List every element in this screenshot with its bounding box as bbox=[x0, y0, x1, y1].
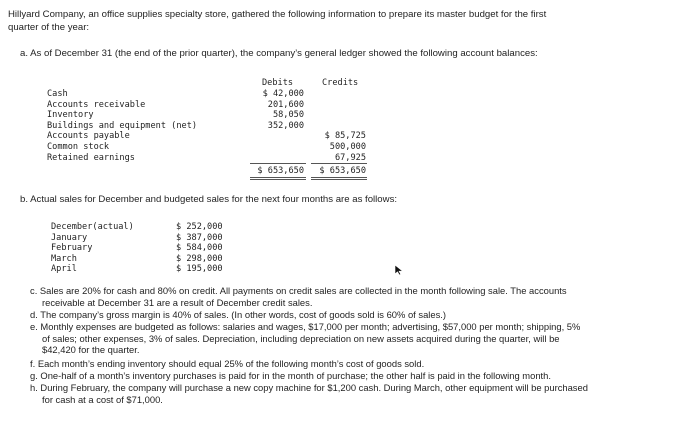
mouse-pointer-icon bbox=[394, 264, 404, 276]
ledger-header-debits: Debits bbox=[262, 78, 294, 88]
sales-amount: $ 387,000 bbox=[176, 232, 223, 243]
account-retained-earnings: Retained earnings bbox=[47, 152, 135, 163]
note-e-line-3: $42,420 for the quarter. bbox=[42, 344, 140, 355]
credits-double-rule-bottom bbox=[311, 179, 367, 180]
note-h-line-1: h. During February, the company will purchase a new copy machine for $1,200 cash. During March, other equipment will be purchased bbox=[30, 382, 588, 393]
total-debits: $ 653,650 bbox=[257, 166, 304, 176]
account-cash: Cash bbox=[47, 89, 68, 99]
ledger-header-credits: Credits bbox=[322, 78, 359, 88]
note-h-line-2: for cash at a cost of $71,000. bbox=[42, 393, 163, 405]
debits-rule bbox=[250, 163, 306, 164]
sales-amount: $ 195,000 bbox=[176, 264, 223, 275]
note-f-line-1: f. Each month’s ending inventory should equal 25% of the following month’s cost of goods sold. bbox=[30, 358, 425, 369]
account-accounts-receivable: Accounts receivable bbox=[47, 99, 146, 110]
note-d-line-1: d. The company’s gross margin is 40% of sales. (In other words, cost of goods sold is 60% of sales.) bbox=[30, 309, 446, 320]
note-c-line-1: c. Sales are 20% for cash and 80% on credit. All payments on credit sales are collected in the month following sale. The accounts bbox=[30, 285, 567, 296]
account-common-stock: Common stock bbox=[47, 142, 110, 152]
debit-buildings-equipment: 352,000 bbox=[267, 120, 304, 131]
debit-cash: $ 42,000 bbox=[262, 89, 304, 99]
note-c-line-2: receivable at December 31 are a result of December credit sales. bbox=[42, 296, 313, 308]
credit-accounts-payable: $ 85,725 bbox=[324, 131, 366, 142]
sales-month: February bbox=[51, 243, 93, 254]
account-inventory: Inventory bbox=[47, 110, 94, 121]
sales-month: April bbox=[51, 264, 77, 275]
credit-common-stock: 500,000 bbox=[329, 142, 366, 152]
credits-double-rule-top bbox=[311, 177, 367, 178]
debits-double-rule-bottom bbox=[250, 179, 306, 180]
note-g-line-1: g. One-half of a month’s inventory purchases is paid for in the month of purchase; the other half is paid in the following month. bbox=[30, 370, 551, 381]
debits-double-rule-top bbox=[250, 177, 306, 178]
part-b-heading: b. Actual sales for December and budgeted sales for the next four months are as follows: bbox=[20, 194, 398, 205]
part-a-heading: a. As of December 31 (the end of the prior quarter), the company’s general ledger showed the following account balances: bbox=[20, 48, 538, 59]
sales-month: March bbox=[51, 253, 77, 264]
sales-amount: $ 298,000 bbox=[176, 253, 223, 264]
sales-month: January bbox=[51, 232, 88, 243]
sales-month: December(actual) bbox=[51, 222, 134, 232]
note-e-line-2: of sales; other expenses, 3% of sales. Depreciation, including depreciation on new assets acquired during the quarter, will be bbox=[42, 332, 560, 344]
note-e-line-1: e. Monthly expenses are budgeted as follows: salaries and wages, $17,000 per month; advertising, $57,000 per month; shipping, 5% bbox=[30, 321, 581, 332]
total-credits: $ 653,650 bbox=[319, 166, 366, 176]
debit-accounts-receivable: 201,600 bbox=[267, 99, 304, 110]
credits-rule bbox=[311, 163, 367, 164]
sales-amount: $ 584,000 bbox=[176, 243, 223, 254]
credit-retained-earnings: 67,925 bbox=[334, 152, 366, 163]
debit-inventory: 58,050 bbox=[272, 110, 304, 121]
intro-line-1: Hillyard Company, an office supplies specialty store, gathered the following information to prepare its master budget for the first bbox=[8, 9, 547, 20]
sales-amount: $ 252,000 bbox=[176, 222, 223, 232]
intro-line-2: quarter of the year: bbox=[8, 22, 90, 33]
account-buildings-equipment: Buildings and equipment (net) bbox=[47, 120, 198, 131]
account-accounts-payable: Accounts payable bbox=[47, 131, 130, 142]
